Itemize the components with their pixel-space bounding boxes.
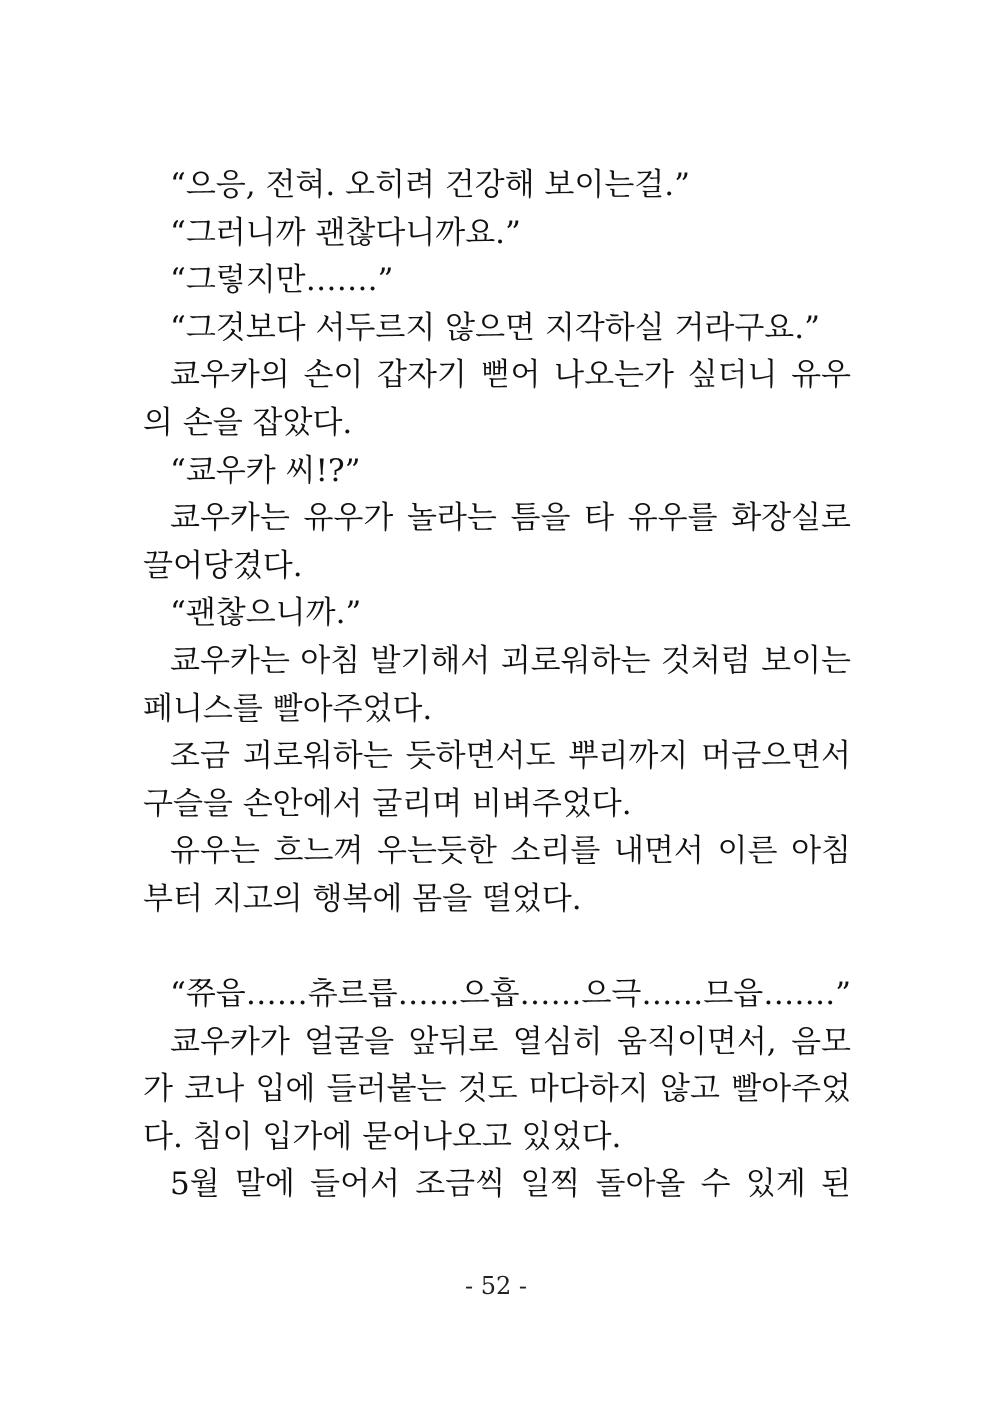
text-line: 유우는 흐느껴 우는듯한 소리를 내면서 이른 아침 — [170, 833, 851, 870]
text-line: “쮸읍……츄르릅……으흡……으극……므읍…….” — [170, 976, 851, 1013]
text-line: 다. 침이 입가에 묻어나오고 있었다. — [143, 1118, 622, 1155]
text-line: 조금 괴로워하는 듯하면서도 뿌리까지 머금으면서 — [170, 738, 851, 775]
text-line: “그것보다 서두르지 않으면 지각하실 거라구요.” — [170, 309, 820, 346]
text-line: 의 손을 잡았다. — [143, 404, 353, 441]
text-line: “으응, 전혀. 오히려 건강해 보이는걸.” — [170, 167, 690, 203]
body-text — [143, 162, 851, 1209]
text-line: 구슬을 손안에서 굴리며 비벼주었다. — [143, 785, 632, 822]
text-line: 페니스를 빨아주었다. — [143, 690, 433, 727]
text-line: “그렇지만…….” — [170, 262, 394, 299]
text-line: “괜찮으니까.” — [170, 595, 362, 632]
text-line: 부터 지고의 행복에 몸을 떨었다. — [143, 880, 582, 917]
page-number: - 52 - — [464, 1272, 527, 1300]
text-line: 5월 말에 들어서 조금씩 일찍 돌아올 수 있게 된 — [170, 1166, 851, 1203]
text-line: 쿄우카가 얼굴을 앞뒤로 열심히 움직이면서, 음모 — [170, 1023, 851, 1060]
text-line: “그러니까 괜찮다니까요.” — [170, 214, 521, 251]
text-line: 쿄우카의 손이 갑자기 뻗어 나오는가 싶더니 유우 — [170, 357, 851, 394]
text-line: 쿄우카는 아침 발기해서 괴로워하는 것처럼 보이는 — [170, 642, 851, 679]
text-line: 쿄우카는 유우가 놀라는 틈을 타 유우를 화장실로 — [170, 500, 851, 537]
text-line: 끌어당겼다. — [143, 547, 303, 584]
text-line: “쿄우카 씨!?” — [170, 452, 361, 489]
text-line: 가 코나 입에 들러붙는 것도 마다하지 않고 빨아주었 — [143, 1071, 851, 1108]
blank-line — [143, 924, 851, 972]
